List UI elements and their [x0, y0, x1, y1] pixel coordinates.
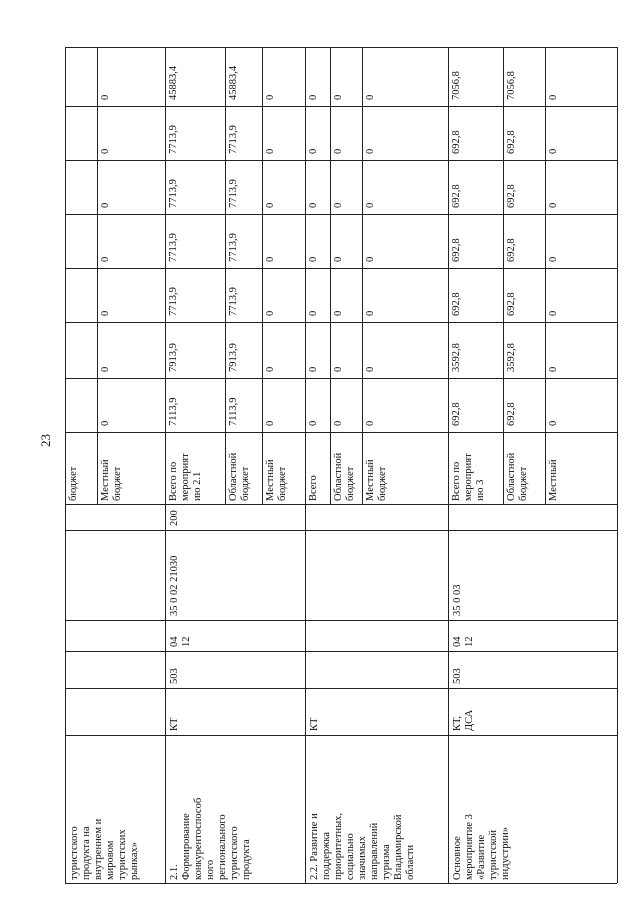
table-rule: [65, 688, 617, 689]
funding-source: Областной бюджет: [228, 452, 251, 501]
table-rule: [65, 160, 617, 161]
table-rule: [65, 214, 617, 215]
value-cell: 7913,9: [168, 343, 179, 372]
value-cell: 7113,9: [228, 397, 239, 426]
value-cell: 7713,9: [228, 125, 239, 154]
value-cell: 0: [100, 256, 111, 262]
value-cell: 692,8: [451, 292, 462, 316]
value-cell: 692,8: [506, 402, 517, 426]
table-rule: [545, 47, 546, 504]
funding-source: Всего: [308, 475, 319, 501]
value-cell: 0: [548, 420, 559, 426]
value-cell: 0: [333, 94, 344, 100]
value-cell: 0: [265, 94, 276, 100]
row-name: Основное мероприятие 3 «Развитие туристской индустрии»: [452, 814, 511, 880]
value-cell: 7056,8: [451, 71, 462, 100]
value-cell: 0: [308, 148, 319, 154]
table-rule: [617, 47, 618, 883]
value-cell: 0: [548, 202, 559, 208]
table-rule: [262, 47, 263, 504]
cell-grbs: 503: [452, 668, 463, 684]
cell-csr: 35 0 03: [452, 584, 463, 616]
value-cell: 0: [548, 94, 559, 100]
table-rule: [65, 735, 617, 736]
value-cell: 692,8: [506, 238, 517, 262]
table-rule: [305, 47, 306, 883]
value-cell: 3592,8: [506, 343, 517, 372]
value-cell: 0: [100, 94, 111, 100]
funding-source: Всего по мероприят ию 2.1: [168, 453, 203, 501]
cell-exec: КТ, ДСА: [452, 709, 475, 731]
value-cell: 3592,8: [451, 343, 462, 372]
funding-source: бюджет: [68, 466, 79, 501]
table-rule: [97, 47, 98, 504]
table-rule: [65, 47, 617, 48]
value-cell: 45883,4: [168, 65, 179, 100]
funding-source: Всего по мероприят ию 3: [451, 453, 486, 501]
value-cell: 0: [365, 202, 376, 208]
value-cell: 0: [365, 310, 376, 316]
value-cell: 7913,9: [228, 343, 239, 372]
value-cell: 0: [100, 148, 111, 154]
value-cell: 7713,9: [228, 233, 239, 262]
value-cell: 692,8: [506, 184, 517, 208]
value-cell: 0: [365, 256, 376, 262]
value-cell: 0: [265, 310, 276, 316]
cell-rzpr: 04 12: [452, 636, 475, 647]
cell-exec: КТ: [309, 717, 320, 731]
table-rule: [65, 378, 617, 379]
cell-csr: 35 0 02 21030: [169, 555, 180, 616]
value-cell: 0: [365, 420, 376, 426]
funding-source: Местный бюджет: [265, 459, 288, 501]
value-cell: 0: [365, 366, 376, 372]
value-cell: 692,8: [506, 130, 517, 154]
value-cell: 0: [333, 366, 344, 372]
table-rule: [65, 651, 617, 652]
value-cell: 692,8: [506, 292, 517, 316]
funding-source: Областной бюджет: [506, 452, 529, 501]
value-cell: 0: [100, 202, 111, 208]
value-cell: 0: [308, 202, 319, 208]
table-rule: [65, 530, 617, 531]
value-cell: 0: [265, 256, 276, 262]
row-name: 2.2. Развитие и поддержка приоритетных, социально значимых направлений туризма Владимирской области: [309, 813, 416, 880]
value-cell: 0: [365, 94, 376, 100]
value-cell: 692,8: [451, 130, 462, 154]
row-name: туристского продукта на внутреннем и мировом туристских рынках»: [69, 818, 140, 880]
value-cell: 7713,9: [228, 179, 239, 208]
cell-grbs: 503: [169, 668, 180, 684]
table-rule: [65, 47, 66, 883]
value-cell: 7056,8: [506, 71, 517, 100]
table-rule: [362, 47, 363, 504]
page-number: 23: [38, 434, 53, 447]
value-cell: 0: [308, 94, 319, 100]
funding-source: Местный бюджет: [100, 459, 123, 501]
table-rule: [165, 47, 166, 883]
value-cell: 0: [265, 420, 276, 426]
value-cell: 0: [548, 366, 559, 372]
value-cell: 0: [265, 202, 276, 208]
value-cell: 692,8: [451, 238, 462, 262]
funding-source: Местный: [548, 459, 559, 501]
value-cell: 0: [548, 310, 559, 316]
table-rule: [65, 620, 617, 621]
value-cell: 0: [265, 148, 276, 154]
value-cell: 45883,4: [228, 65, 239, 100]
value-cell: 7113,9: [168, 397, 179, 426]
value-cell: 0: [365, 148, 376, 154]
row-name: 2.1. Формирование конкурентоспособ ного регионального туристского продукта: [169, 797, 252, 880]
value-cell: 7713,9: [168, 125, 179, 154]
table-rule: [65, 268, 617, 269]
value-cell: 7713,9: [168, 179, 179, 208]
cell-vr: 200: [169, 510, 180, 526]
value-cell: 0: [333, 202, 344, 208]
value-cell: 7713,9: [168, 233, 179, 262]
value-cell: 692,8: [451, 402, 462, 426]
value-cell: 0: [333, 420, 344, 426]
cell-exec: КТ: [169, 717, 180, 731]
table-rule: [448, 47, 449, 883]
value-cell: 7713,9: [168, 287, 179, 316]
cell-rzpr: 04 12: [169, 636, 192, 647]
value-cell: 7713,9: [228, 287, 239, 316]
table-rule: [65, 322, 617, 323]
funding-source: Местный бюджет: [365, 459, 388, 501]
value-cell: 0: [548, 148, 559, 154]
table-rule: [330, 47, 331, 504]
table-rule: [65, 504, 617, 505]
funding-source: Областной бюджет: [333, 452, 356, 501]
table-rule: [65, 883, 617, 884]
value-cell: 0: [100, 366, 111, 372]
value-cell: 0: [308, 256, 319, 262]
table-rule: [225, 47, 226, 504]
value-cell: 0: [333, 148, 344, 154]
value-cell: 692,8: [451, 184, 462, 208]
table-rule: [65, 106, 617, 107]
value-cell: 0: [333, 256, 344, 262]
value-cell: 0: [333, 310, 344, 316]
table-rule: [503, 47, 504, 504]
value-cell: 0: [308, 366, 319, 372]
value-cell: 0: [308, 420, 319, 426]
table-rule: [65, 432, 617, 433]
value-cell: 0: [100, 420, 111, 426]
value-cell: 0: [308, 310, 319, 316]
value-cell: 0: [548, 256, 559, 262]
value-cell: 0: [265, 366, 276, 372]
value-cell: 0: [100, 310, 111, 316]
